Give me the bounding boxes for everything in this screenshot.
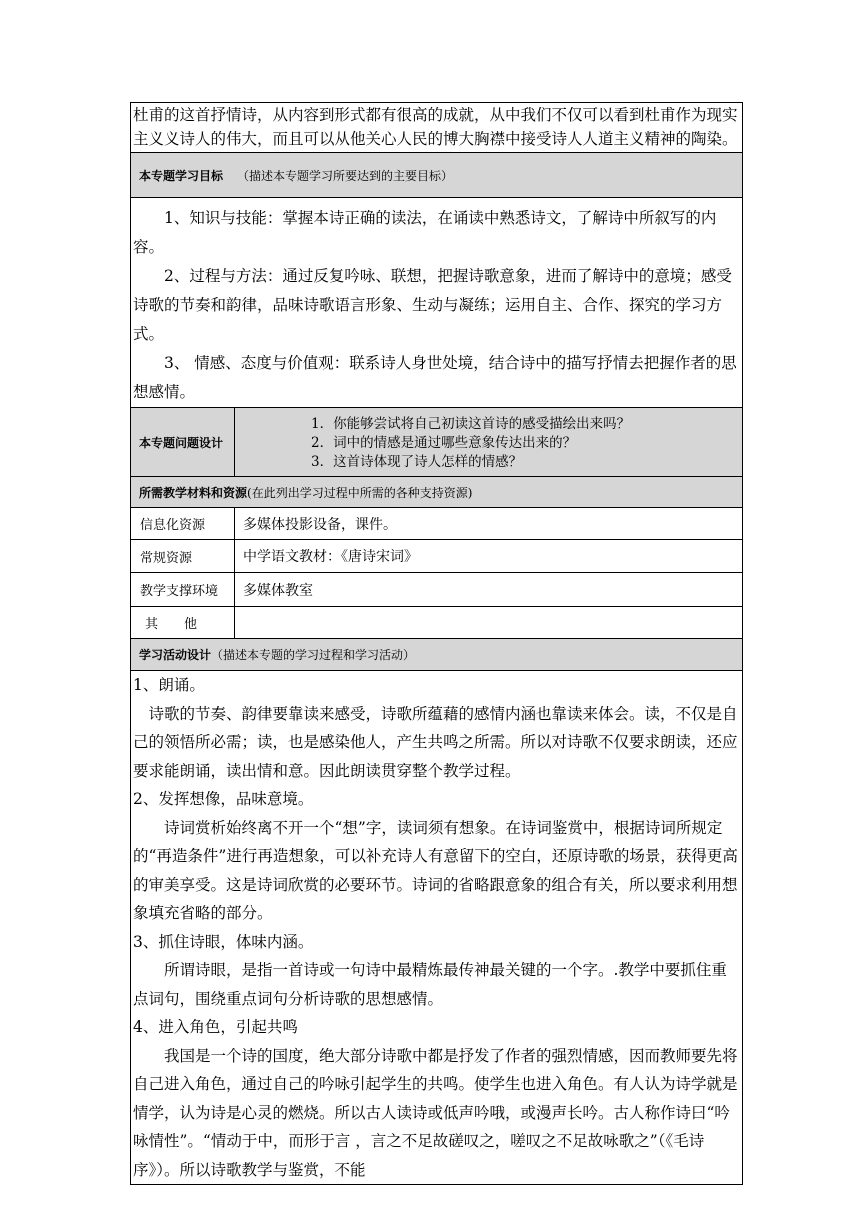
activities-note: （描述本专题的学习过程和学习活动） <box>211 648 416 662</box>
resource-label: 教学支撑环境 <box>131 573 235 607</box>
questions-cell <box>235 408 743 477</box>
activity-4-text: 我国是一个诗的国度，绝大部分诗歌中都是抒发了作者的强烈情感，因而教师要先将自己进入角色，通过自己的吟咏引起学生的共鸣。使学生也进入角色。有人认为诗学就是情学，认为诗是心灵的燃烧。所以古人读诗或低声吟哦，或漫声长吟。古人称作诗曰“吟咏情性”。“情动于中，而形于言 ，言之不足故磋叹之，嗟叹之不足故咏歌之”（《毛诗序》）。所以诗歌教学与鉴赏，不能 <box>133 1046 738 1179</box>
questions-header <box>131 408 235 477</box>
questions-list <box>235 412 742 472</box>
questions-heading: 本专题问题设计 <box>139 435 224 450</box>
objectives-header <box>131 153 743 198</box>
activity-2-text: 诗词赏析始终离不开一个“想”字，读词须有想象。在诗词鉴赏中，根据诗词所规定的“再造条件”进行再造想象，可以补充诗人有意留下的空白，还原诗歌的场景，获得更高的审美享受。这是诗词欣赏的必要环节。诗词的省略跟意象的组合有关，所以要求利用想象填充省略的部分。 <box>133 818 738 922</box>
intro-cell <box>131 103 743 153</box>
question-item: 1．你能够尝试将自己初读这首诗的感受描绘出来吗？ <box>311 416 631 432</box>
objectives-cell <box>131 198 743 408</box>
resource-value: 多媒体教室 <box>235 573 743 607</box>
activity-3-text: 所谓诗眼，是指一首诗或一句诗中最精炼最传神最关键的一个字。.教学中要抓住重点词句，围绕重点词句分析诗歌的思想感情。 <box>133 961 727 1008</box>
objective-item-3: 3、 情感、态度与价值观：联系诗人身世处境，结合诗中的描写抒情去把握作者的思想感情。 <box>133 354 737 401</box>
question-item: 3．这首诗体现了诗人怎样的情感？ <box>311 454 523 470</box>
activity-1-title: 1、朗诵。 <box>133 676 205 694</box>
resource-value: 多媒体投影设备，课件。 <box>235 508 743 540</box>
objective-item-1: 1、知识与技能：掌握本诗正确的读法，在诵读中熟悉诗文，了解诗中所叙写的内容。 <box>133 209 717 256</box>
resource-value <box>235 607 743 639</box>
lesson-plan-document <box>130 102 742 1185</box>
resource-value: 中学语文教材：《唐诗宋词》 <box>235 540 743 573</box>
resources-header <box>131 477 743 508</box>
activities-cell <box>131 671 743 1185</box>
activities-header <box>131 639 743 671</box>
objectives-note: （描述本专题学习所要达到的主要目标） <box>237 168 454 183</box>
intro-line-2: 主义义诗人的伟大，而且可以从他关心人民的博大胸襟中接受诗人人道主义精神的陶染。 <box>133 130 738 148</box>
activity-4-title: 4、进入角色，引起共鸣 <box>133 1018 298 1036</box>
resource-label: 常规资源 <box>131 540 235 573</box>
resources-note: (在此列出学习过程中所需的各种支持资源) <box>247 485 473 500</box>
activity-1-text: 诗歌的节奏、韵律要靠读来感受，诗歌所蕴藉的感情内涵也靠读来体会。读，不仅是自己的领悟所必需；读，也是感染他人，产生共鸣之所需。所以对诗歌不仅要求朗读，还应要求能朗诵，读出情和意。因此朗读贯穿整个教学过程。 <box>133 704 738 780</box>
resource-label: 信息化资源 <box>131 508 235 540</box>
resource-label: 其 他 <box>131 607 235 639</box>
objectives-heading: 本专题学习目标 <box>139 168 224 183</box>
intro-line-1: 杜甫的这首抒情诗，从内容到形式都有很高的成就，从中我们不仅可以看到杜甫作为现实 <box>133 106 738 124</box>
activity-3-title: 3、抓住诗眼，体味内涵。 <box>133 932 314 951</box>
activities-heading: 学习活动设计 <box>139 648 212 662</box>
activity-2-title: 2、发挥想像，品味意境。 <box>133 790 314 808</box>
lesson-plan-table <box>130 102 743 1185</box>
resources-heading: 所需教学材料和资源 <box>139 485 248 500</box>
question-item: 2．词中的情感是通过哪些意象传达出来的？ <box>311 435 577 451</box>
objective-item-2: 2、过程与方法：通过反复吟咏、联想，把握诗歌意象，进而了解诗中的意境；感受诗歌的节奏和韵律，品味诗歌语言形象、生动与凝练；运用自主、合作、探究的学习方式。 <box>133 267 732 343</box>
